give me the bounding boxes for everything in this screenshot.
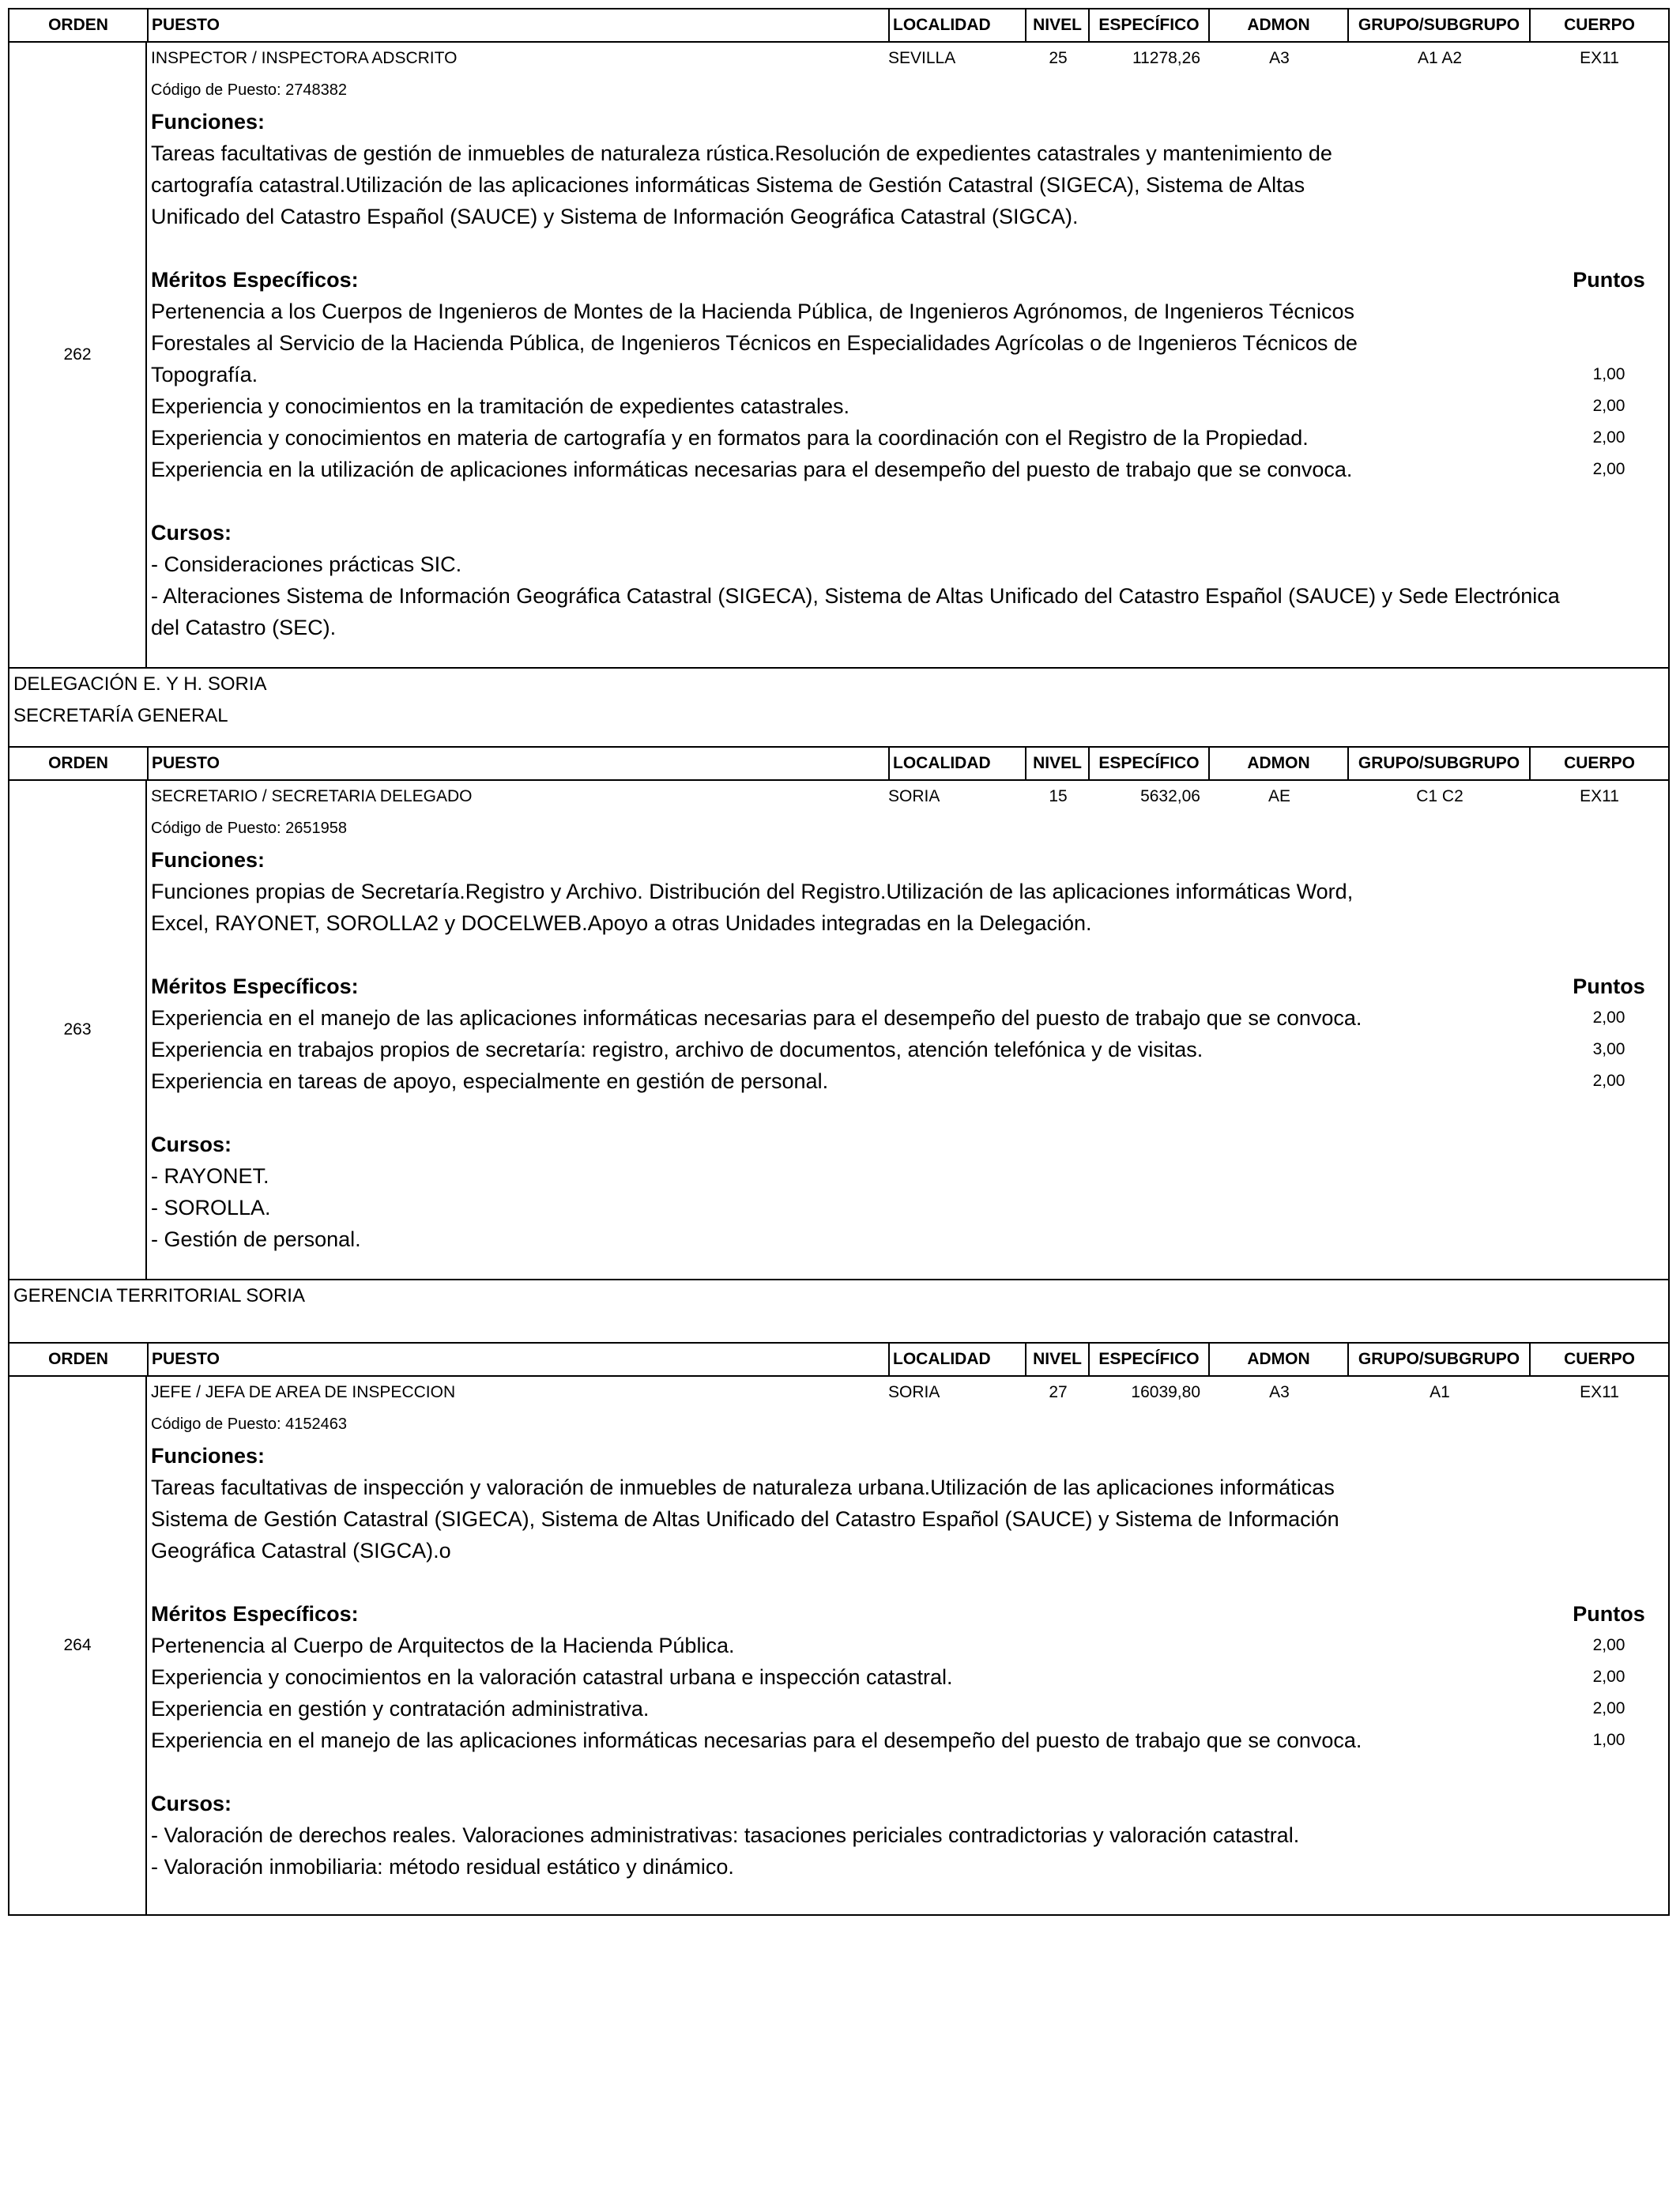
header-grupo: GRUPO/SUBGRUPO xyxy=(1349,9,1531,41)
header-nivel: NIVEL xyxy=(1026,748,1090,779)
header-admon: ADMON xyxy=(1210,9,1349,41)
curso-item: - Gestión de personal. xyxy=(151,1227,361,1251)
merit-item: Pertenencia a los Cuerpos de Ingenieros de Montes de la Hacienda Pública, de Ingenieros Agrónomos, de Ingenieros Técnicos Forestales al Servicio de la Hacienda Pública, de Ingenieros Técnicos en Especialidades Agrícolas o de Ingenieros Técnicos de Topografía. 1,00 xyxy=(151,296,1668,390)
entry-content xyxy=(147,43,1668,667)
funciones-text: Funciones propias de Secretaría.Registro y Archivo. Distribución del Registro.Utilización de las aplicaciones informáticas Word, Excel, RAYONET, SOROLLA2 y DOCELWEB.Apoyo a otras Unidades integradas en la Delegación. xyxy=(151,880,1354,935)
orden-number: 263 xyxy=(9,781,147,1279)
header-orden: ORDEN xyxy=(9,1344,149,1375)
job-listing-document xyxy=(8,8,1670,1916)
merit-item: Experiencia en el manejo de las aplicaciones informáticas necesarias para el desempeño del puesto de trabajo que se convoca. 2,00 xyxy=(151,1002,1668,1034)
merit-item: Experiencia en gestión y contratación administrativa. 2,00 xyxy=(151,1693,1668,1725)
puntos-heading: Puntos xyxy=(1573,268,1645,292)
position-nivel: 15 xyxy=(1049,787,1068,805)
table-row xyxy=(9,1377,1668,1914)
merit-points: 3,00 xyxy=(1592,1040,1625,1058)
merit-points: 2,00 xyxy=(1592,1636,1625,1654)
funciones-heading: Funciones: xyxy=(151,1444,266,1468)
meritos-heading: Méritos Específicos: Puntos xyxy=(151,971,1668,1002)
position-nivel: 25 xyxy=(1049,49,1068,67)
cursos-heading: Cursos: xyxy=(151,521,232,545)
funciones-heading: Funciones: xyxy=(151,848,266,872)
band-line: SECRETARÍA GENERAL xyxy=(13,705,228,726)
position-cuerpo: EX11 xyxy=(1580,49,1619,67)
puntos-heading: Puntos xyxy=(1573,1602,1645,1626)
merit-points: 2,00 xyxy=(1592,1072,1625,1090)
merit-item: Experiencia y conocimientos en la tramitación de expedientes catastrales. 2,00 xyxy=(151,390,1668,422)
position-admon: A3 xyxy=(1269,1383,1290,1401)
table-row xyxy=(9,781,1668,1280)
merit-points: 2,00 xyxy=(1592,460,1625,478)
position-grupo: A1 A2 xyxy=(1417,49,1463,67)
header-nivel: NIVEL xyxy=(1026,1344,1090,1375)
funciones-text: Tareas facultativas de gestión de inmuebles de naturaleza rústica.Resolución de expedientes catastrales y mantenimiento de cartografía catastral.Utilización de las aplicaciones informáticas Sistema de Gestión Catastral (SIGECA), Sistema de Altas Unificado del Catastro Español (SAUCE) y Sistema de Información Geográfica Catastral (SIGCA). xyxy=(151,141,1332,228)
position-info xyxy=(151,781,1668,812)
merit-points: 1,00 xyxy=(1592,1731,1625,1749)
position-info xyxy=(151,1377,1668,1408)
merit-points: 2,00 xyxy=(1592,1668,1625,1686)
funciones-text: Tareas facultativas de inspección y valoración de inmuebles de naturaleza urbana.Utilización de las aplicaciones informáticas Sistema de Gestión Catastral (SIGECA), Sistema de Altas Unificado del Catastro Español (SAUCE) y Sistema de Información Geográfica Catastral (SIGCA).o xyxy=(151,1476,1339,1563)
header-puesto: PUESTO xyxy=(149,9,890,41)
merit-item: Experiencia en tareas de apoyo, especialmente en gestión de personal. 2,00 xyxy=(151,1065,1668,1097)
entry-content xyxy=(147,1377,1668,1914)
position-nivel: 27 xyxy=(1049,1383,1068,1401)
header-cuerpo: CUERPO xyxy=(1564,754,1635,772)
entry-content xyxy=(147,781,1668,1279)
position-admon: A3 xyxy=(1269,49,1290,67)
header-puesto: PUESTO xyxy=(149,1344,890,1375)
section-band xyxy=(9,669,1668,748)
header-localidad: LOCALIDAD xyxy=(890,9,1026,41)
position-localidad: SORIA xyxy=(888,1383,940,1401)
curso-item: - Consideraciones prácticas SIC. xyxy=(151,552,462,576)
table-row xyxy=(9,43,1668,669)
curso-item: - RAYONET. xyxy=(151,1164,269,1188)
position-cuerpo: EX11 xyxy=(1580,1383,1619,1401)
position-localidad: SEVILLA xyxy=(888,49,956,67)
header-puesto: PUESTO xyxy=(149,748,890,779)
curso-item: - Valoración de derechos reales. Valoraciones administrativas: tasaciones periciales contradictorias y valoración catastral. xyxy=(151,1823,1300,1847)
cursos-heading: Cursos: xyxy=(151,1792,232,1815)
header-grupo: GRUPO/SUBGRUPO xyxy=(1349,1344,1531,1375)
header-cuerpo: CUERPO xyxy=(1564,16,1635,34)
header-admon: ADMON xyxy=(1210,1344,1349,1375)
header-nivel: NIVEL xyxy=(1026,9,1090,41)
merit-points: 2,00 xyxy=(1592,397,1625,415)
position-code: Código de Puesto: 2748382 xyxy=(151,81,347,99)
band-line: GERENCIA TERRITORIAL SORIA xyxy=(13,1285,305,1306)
cursos-heading: Cursos: xyxy=(151,1133,232,1156)
merit-item: Pertenencia al Cuerpo de Arquitectos de la Hacienda Pública. 2,00 xyxy=(151,1630,1668,1661)
meritos-heading: Méritos Específicos: Puntos xyxy=(151,1598,1668,1630)
position-admon: AE xyxy=(1268,787,1290,805)
position-code: Código de Puesto: 2651958 xyxy=(151,820,347,837)
puntos-heading: Puntos xyxy=(1573,974,1645,998)
header-especifico: ESPECÍFICO xyxy=(1090,748,1210,779)
position-especifico: 5632,06 xyxy=(1140,787,1200,805)
position-title: INSPECTOR / INSPECTORA ADSCRITO xyxy=(151,49,458,67)
band-line: DELEGACIÓN E. Y H. SORIA xyxy=(13,673,267,695)
merit-item: Experiencia y conocimientos en materia de cartografía y en formatos para la coordinación con el Registro de la Propiedad. 2,00 xyxy=(151,422,1668,454)
merit-points: 2,00 xyxy=(1592,1699,1625,1717)
table-header xyxy=(9,9,1668,43)
position-grupo: A1 xyxy=(1430,1383,1450,1401)
position-especifico: 11278,26 xyxy=(1132,49,1200,67)
position-especifico: 16039,80 xyxy=(1131,1383,1200,1401)
merit-item: Experiencia en el manejo de las aplicaciones informáticas necesarias para el desempeño del puesto de trabajo que se convoca. 1,00 xyxy=(151,1725,1668,1756)
position-code: Código de Puesto: 4152463 xyxy=(151,1416,347,1433)
meritos-heading: Méritos Específicos: Puntos xyxy=(151,264,1668,296)
header-grupo: GRUPO/SUBGRUPO xyxy=(1349,748,1531,779)
header-orden: ORDEN xyxy=(9,748,149,779)
merit-item: Experiencia en la utilización de aplicaciones informáticas necesarias para el desempeño del puesto de trabajo que se convoca. 2,00 xyxy=(151,454,1668,485)
merit-points: 2,00 xyxy=(1592,428,1625,447)
table-header xyxy=(9,748,1668,781)
position-info xyxy=(151,43,1668,74)
header-cuerpo: CUERPO xyxy=(1564,1350,1635,1368)
header-especifico: ESPECÍFICO xyxy=(1090,9,1210,41)
curso-item: - Valoración inmobiliaria: método residual estático y dinámico. xyxy=(151,1855,734,1879)
header-orden: ORDEN xyxy=(9,9,149,41)
header-admon: ADMON xyxy=(1210,748,1349,779)
merit-item: Experiencia en trabajos propios de secretaría: registro, archivo de documentos, atención telefónica y de visitas. 3,00 xyxy=(151,1034,1668,1065)
curso-item: - SOROLLA. xyxy=(151,1196,271,1220)
merit-points: 2,00 xyxy=(1592,1008,1625,1027)
section-band xyxy=(9,1280,1668,1344)
merit-item: Experiencia y conocimientos en la valoración catastral urbana e inspección catastral. 2,00 xyxy=(151,1661,1668,1693)
position-cuerpo: EX11 xyxy=(1580,787,1619,805)
orden-number: 264 xyxy=(9,1377,147,1914)
position-grupo: C1 C2 xyxy=(1416,787,1463,805)
position-title: JEFE / JEFA DE AREA DE INSPECCION xyxy=(151,1383,456,1401)
header-especifico: ESPECÍFICO xyxy=(1090,1344,1210,1375)
funciones-heading: Funciones: xyxy=(151,110,266,134)
header-localidad: LOCALIDAD xyxy=(890,1344,1026,1375)
merit-points: 1,00 xyxy=(1592,365,1625,383)
table-header xyxy=(9,1344,1668,1377)
orden-number: 262 xyxy=(9,43,147,667)
position-title: SECRETARIO / SECRETARIA DELEGADO xyxy=(151,787,473,805)
curso-item: - Alteraciones Sistema de Información Geográfica Catastral (SIGECA), Sistema de Altas Unificado del Catastro Español (SAUCE) y Sede Electrónica del Catastro (SEC). xyxy=(151,584,1560,639)
header-localidad: LOCALIDAD xyxy=(890,748,1026,779)
position-localidad: SORIA xyxy=(888,787,940,805)
